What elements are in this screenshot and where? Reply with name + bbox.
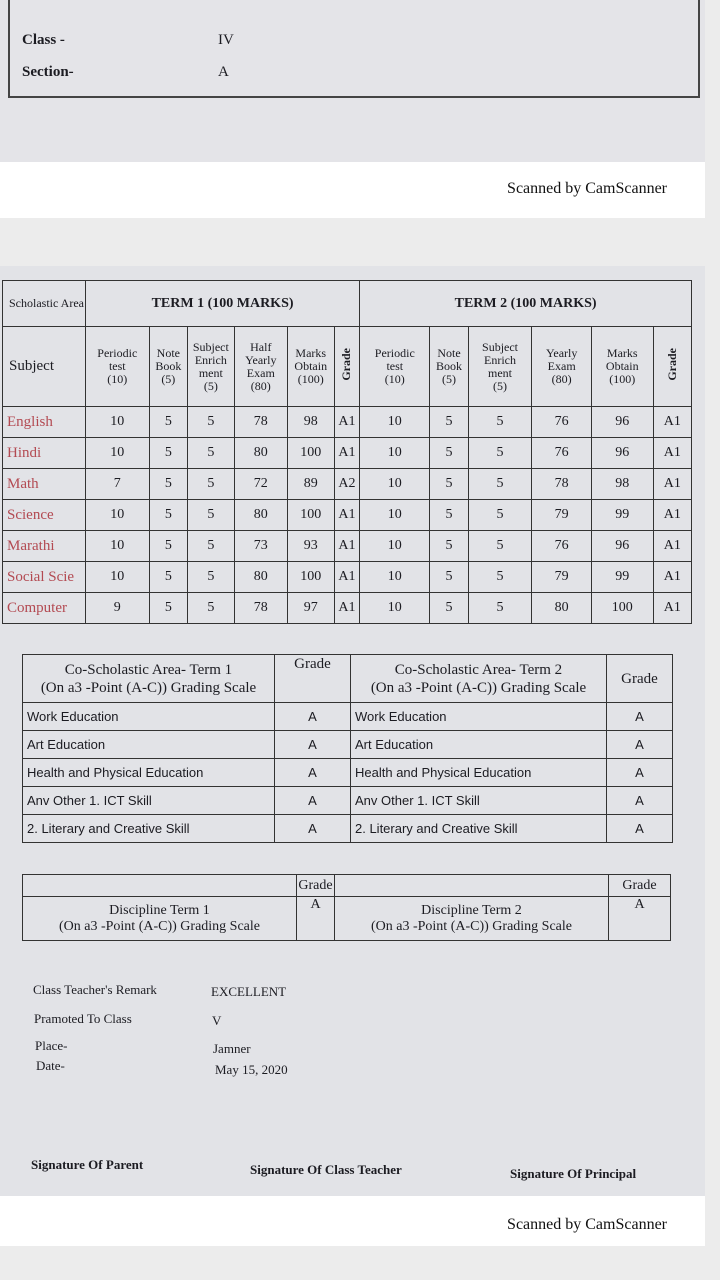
section-value: A — [218, 64, 229, 80]
term2-cell: 96 — [591, 438, 653, 469]
term2-cell: 5 — [430, 469, 468, 500]
discipline-table — [22, 874, 671, 941]
term1-cell: 5 — [187, 407, 234, 438]
term1-cell: A1 — [334, 593, 360, 624]
subject-cell: Computer — [3, 593, 86, 624]
class-value: IV — [218, 32, 234, 48]
teacher-remark-label: Class Teacher's Remark — [33, 982, 157, 997]
term2-cell: 10 — [360, 531, 430, 562]
scan-footer-2 — [0, 1196, 705, 1246]
term2-cell: 78 — [532, 469, 592, 500]
term2-cell: 5 — [468, 407, 532, 438]
term2-cell: 5 — [468, 531, 532, 562]
term1-cell: 10 — [85, 407, 149, 438]
t1-marks-header: Marks Obtain (100) — [287, 327, 334, 407]
marks-body — [3, 407, 692, 624]
term1-cell: 5 — [149, 438, 187, 469]
t2-grade-header: Grade — [653, 327, 691, 407]
term1-cell: 10 — [85, 500, 149, 531]
term2-cell: 10 — [360, 438, 430, 469]
term2-cell: 99 — [591, 562, 653, 593]
coscholastic-body — [23, 703, 673, 843]
t2-notebook-header: Note Book (5) — [430, 327, 468, 407]
scan-watermark-text: Scanned by CamScanner — [507, 180, 667, 197]
activity-term1: Art Education — [23, 731, 275, 759]
subject-cell: English — [3, 407, 86, 438]
activity-term1-grade: A — [275, 731, 351, 759]
table-row — [3, 438, 692, 469]
t2-marks-header: Marks Obtain (100) — [591, 327, 653, 407]
term2-cell: 5 — [430, 562, 468, 593]
term1-cell: 80 — [234, 500, 287, 531]
coscholastic-grade2-header: Grade — [607, 655, 673, 703]
term1-cell: 100 — [287, 500, 334, 531]
activity-term2-grade: A — [607, 703, 673, 731]
term2-cell: A1 — [653, 438, 691, 469]
coscholastic-grade1-header: Grade — [275, 655, 351, 703]
term1-cell: A1 — [334, 500, 360, 531]
term1-cell: 10 — [85, 531, 149, 562]
activity-term1: Health and Physical Education — [23, 759, 275, 787]
term2-title: TERM 2 (100 MARKS) — [360, 281, 692, 327]
scholastic-area-label: Scholastic Area — [3, 281, 86, 327]
table-row — [23, 703, 673, 731]
discipline-term1-title: Discipline Term 1 (On a3 -Point (A-C)) Grading Scale — [23, 897, 297, 941]
term2-cell: 80 — [532, 593, 592, 624]
term1-cell: 80 — [234, 562, 287, 593]
term2-cell: 76 — [532, 407, 592, 438]
activity-term2: Anv Other 1. ICT Skill — [351, 787, 607, 815]
discipline-term2-title: Discipline Term 2 (On a3 -Point (A-C)) Grading Scale — [335, 897, 609, 941]
term1-cell: A1 — [334, 531, 360, 562]
activity-term1: Work Education — [23, 703, 275, 731]
activity-term2-grade: A — [607, 731, 673, 759]
column-header-row — [3, 327, 692, 407]
term1-cell: 5 — [149, 407, 187, 438]
term1-title: TERM 1 (100 MARKS) — [85, 281, 359, 327]
term1-cell: 9 — [85, 593, 149, 624]
term2-cell: A1 — [653, 469, 691, 500]
term2-cell: A1 — [653, 562, 691, 593]
term2-cell: 5 — [468, 562, 532, 593]
teacher-remark-value: EXCELLENT — [211, 984, 287, 999]
term1-cell: 5 — [187, 438, 234, 469]
term2-cell: 5 — [430, 531, 468, 562]
coscholastic-term1-title: Co-Scholastic Area- Term 1 (On a3 -Point (A-C)) Grading Scale — [23, 655, 275, 703]
term2-cell: 100 — [591, 593, 653, 624]
promoted-label: Pramoted To Class — [34, 1011, 132, 1026]
t2-enrich-header: Subject Enrich ment (5) — [468, 327, 532, 407]
activity-term1-grade: A — [275, 815, 351, 843]
term2-cell: 5 — [430, 593, 468, 624]
term2-cell: 10 — [360, 469, 430, 500]
term2-cell: 10 — [360, 593, 430, 624]
term2-cell: 98 — [591, 469, 653, 500]
table-row — [3, 562, 692, 593]
term1-cell: 7 — [85, 469, 149, 500]
term1-cell: A1 — [334, 407, 360, 438]
term1-cell: 5 — [187, 531, 234, 562]
term1-cell: 5 — [149, 469, 187, 500]
activity-term2-grade: A — [607, 759, 673, 787]
report-page-1 — [0, 0, 705, 162]
term-header-row — [3, 281, 692, 327]
activity-term1-grade: A — [275, 787, 351, 815]
term2-cell: 10 — [360, 407, 430, 438]
term1-cell: 72 — [234, 469, 287, 500]
page1-frame — [8, 0, 700, 98]
activity-term2: Work Education — [351, 703, 607, 731]
term2-cell: 5 — [468, 593, 532, 624]
activity-term2-grade: A — [607, 815, 673, 843]
term2-cell: 5 — [430, 500, 468, 531]
signature-parent: Signature Of Parent — [31, 1157, 144, 1172]
discipline-grade-row — [23, 875, 671, 897]
discipline-term1-grade: A — [297, 897, 335, 941]
term1-cell: 100 — [287, 562, 334, 593]
coscholastic-term2-title: Co-Scholastic Area- Term 2 (On a3 -Point (A-C)) Grading Scale — [351, 655, 607, 703]
activity-term2: Art Education — [351, 731, 607, 759]
term2-cell: 5 — [468, 500, 532, 531]
date-label: Date- — [36, 1058, 65, 1073]
subject-cell: Marathi — [3, 531, 86, 562]
term1-cell: 10 — [85, 562, 149, 593]
subject-cell: Social Scie — [3, 562, 86, 593]
table-row — [3, 593, 692, 624]
subject-header: Subject — [3, 327, 86, 407]
signature-class-teacher: Signature Of Class Teacher — [250, 1162, 402, 1177]
signature-principal: Signature Of Principal — [510, 1166, 637, 1181]
term2-cell: 5 — [430, 407, 468, 438]
t1-halfyearly-header: Half Yearly Exam (80) — [234, 327, 287, 407]
coscholastic-table — [22, 654, 673, 843]
term1-cell: 97 — [287, 593, 334, 624]
t1-grade-header: Grade — [334, 327, 360, 407]
t1-enrich-header: Subject Enrich ment (5) — [187, 327, 234, 407]
term1-cell: A1 — [334, 438, 360, 469]
term1-cell: 73 — [234, 531, 287, 562]
report-page-2 — [0, 266, 705, 1196]
discipline-grade1-header: Grade — [297, 875, 335, 897]
term1-cell: 5 — [187, 593, 234, 624]
table-row — [3, 531, 692, 562]
table-row — [23, 731, 673, 759]
term2-cell: 96 — [591, 407, 653, 438]
term2-cell: 99 — [591, 500, 653, 531]
table-row — [3, 500, 692, 531]
term2-cell: 76 — [532, 531, 592, 562]
subject-cell: Science — [3, 500, 86, 531]
term1-cell: 5 — [149, 593, 187, 624]
activity-term2: 2. Literary and Creative Skill — [351, 815, 607, 843]
promoted-value: V — [212, 1013, 222, 1028]
table-row — [23, 787, 673, 815]
term1-cell: 98 — [287, 407, 334, 438]
t2-periodic-header: Periodic test (10) — [360, 327, 430, 407]
discipline-row — [23, 897, 671, 941]
place-value: Jamner — [213, 1041, 251, 1056]
term2-cell: 76 — [532, 438, 592, 469]
term1-cell: 5 — [187, 500, 234, 531]
discipline-grade2-header: Grade — [609, 875, 671, 897]
scan-watermark-text-2: Scanned by CamScanner — [507, 1216, 667, 1233]
term1-cell: 80 — [234, 438, 287, 469]
t1-notebook-header: Note Book (5) — [149, 327, 187, 407]
term1-cell: A2 — [334, 469, 360, 500]
term2-cell: 79 — [532, 562, 592, 593]
term1-cell: A1 — [334, 562, 360, 593]
term2-cell: 5 — [430, 438, 468, 469]
scan-footer-1 — [0, 162, 705, 218]
term2-cell: 5 — [468, 438, 532, 469]
term1-cell: 93 — [287, 531, 334, 562]
term1-cell: 5 — [149, 531, 187, 562]
activity-term1: 2. Literary and Creative Skill — [23, 815, 275, 843]
table-row — [23, 759, 673, 787]
place-label: Place- — [35, 1038, 68, 1053]
t2-yearly-header: Yearly Exam (80) — [532, 327, 592, 407]
discipline-term2-grade: A — [609, 897, 671, 941]
activity-term2: Health and Physical Education — [351, 759, 607, 787]
term1-cell: 5 — [149, 500, 187, 531]
scholastic-marks-table — [2, 280, 692, 624]
term2-cell: 10 — [360, 500, 430, 531]
t1-periodic-header: Periodic test (10) — [85, 327, 149, 407]
term1-cell: 100 — [287, 438, 334, 469]
term2-cell: A1 — [653, 593, 691, 624]
term1-cell: 10 — [85, 438, 149, 469]
activity-term1: Anv Other 1. ICT Skill — [23, 787, 275, 815]
term1-cell: 89 — [287, 469, 334, 500]
term2-cell: A1 — [653, 407, 691, 438]
table-row — [3, 407, 692, 438]
activity-term1-grade: A — [275, 703, 351, 731]
subject-cell: Hindi — [3, 438, 86, 469]
activity-term2-grade: A — [607, 787, 673, 815]
term2-cell: A1 — [653, 500, 691, 531]
term2-cell: A1 — [653, 531, 691, 562]
date-value: May 15, 2020 — [215, 1062, 288, 1077]
term1-cell: 5 — [149, 562, 187, 593]
section-label: Section- — [22, 64, 74, 80]
term2-cell: 79 — [532, 500, 592, 531]
table-row — [23, 815, 673, 843]
term1-cell: 5 — [187, 469, 234, 500]
term2-cell: 96 — [591, 531, 653, 562]
coscholastic-header-row — [23, 655, 673, 703]
term1-cell: 78 — [234, 407, 287, 438]
table-row — [3, 469, 692, 500]
subject-cell: Math — [3, 469, 86, 500]
term1-cell: 78 — [234, 593, 287, 624]
class-label: Class - — [22, 32, 65, 48]
term2-cell: 10 — [360, 562, 430, 593]
activity-term1-grade: A — [275, 759, 351, 787]
term2-cell: 5 — [468, 469, 532, 500]
term1-cell: 5 — [187, 562, 234, 593]
